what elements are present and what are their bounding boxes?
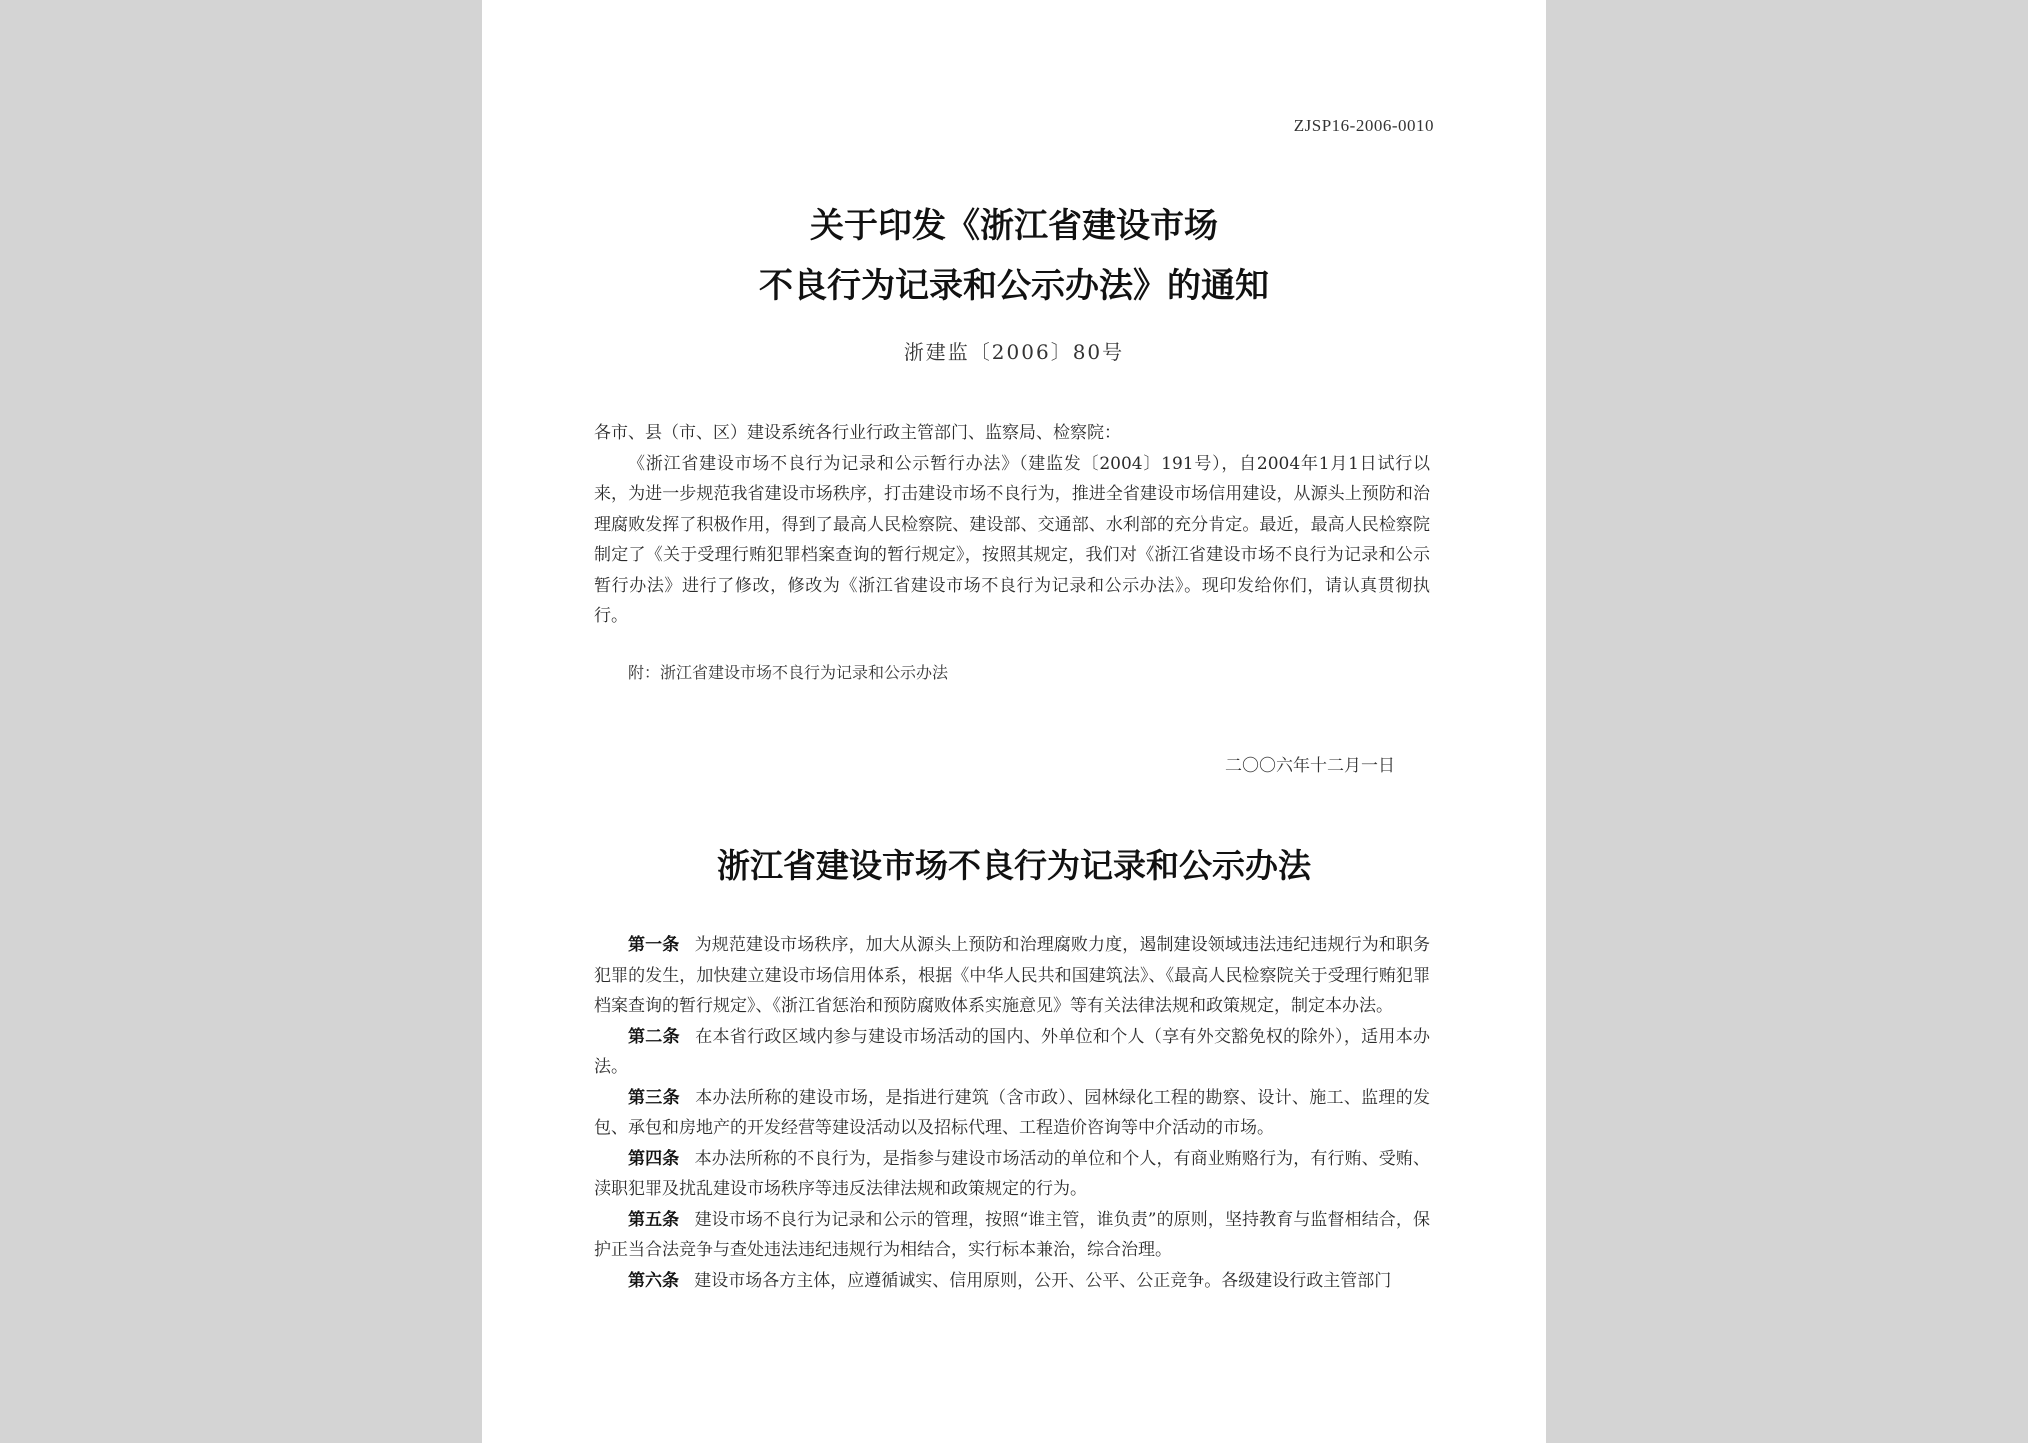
article-text: 本办法所称的建设市场，是指进行建筑（含市政）、园林绿化工程的勘察、设计、施工、监理的发包、承包和房地产的开发经营等建设活动以及招标代理、工程造价咨询等中介活动的市场。 xyxy=(594,1087,1431,1138)
article xyxy=(594,1205,1430,1266)
article-number: 第一条 xyxy=(628,935,680,955)
article xyxy=(594,1144,1430,1205)
article-text: 在本省行政区域内参与建设市场活动的国内、外单位和个人（享有外交豁免权的除外），适用本办法。 xyxy=(594,1026,1431,1077)
article-text: 建设市场各方主体，应遵循诚实、信用原则，公开、公平、公正竞争。各级建设行政主管部门 xyxy=(694,1270,1392,1291)
notice-title xyxy=(482,196,1546,316)
article xyxy=(594,1266,1430,1297)
article-number: 第五条 xyxy=(628,1209,680,1230)
article-number: 第三条 xyxy=(628,1087,680,1108)
article-text: 建设市场不良行为记录和公示的管理，按照“谁主管，谁负责”的原则，坚持教育与监督相结合，保护正当合法竞争与查处违法违纪违规行为相结合，实行标本兼治，综合治理。 xyxy=(594,1209,1430,1260)
article xyxy=(594,1083,1430,1144)
rules-title: 浙江省建设市场不良行为记录和公示办法 xyxy=(717,846,1311,885)
document-page xyxy=(482,0,1546,1443)
notice-paragraph: 《浙江省建设市场不良行为记录和公示暂行办法》（建监发〔2004〕191号），自2004年1月1日试行以来，为进一步规范我省建设市场秩序，打击建设市场不良行为，推进全省建设市场信用建设，从源头上预防和治理腐败发挥了积极作用，得到了最高人民检察院、建设部、交通部、水利部的充分肯定。最近，最高人民检察院制定了《关于受理行贿犯罪档案查询的暂行规定》，按照其规定，我们对《浙江省建设市场不良行为记录和公示暂行办法》进行了修改，修改为《浙江省建设市场不良行为记录和公示办法》。现印发给你们，请认真贯彻执行。 xyxy=(594,453,1430,626)
article-text: 为规范建设市场秩序，加大从源头上预防和治理腐败力度，遏制建设领域违法违纪违规行为和职务犯罪的发生，加快建立建设市场信用体系，根据《中华人民共和国建筑法》、《最高人民检察院关于受理行贿犯罪档案查询的暂行规定》、《浙江省惩治和预防腐败体系实施意见》等有关法律法规和政策规定，制定本办法。 xyxy=(594,935,1431,1016)
attachment-note: 附：浙江省建设市场不良行为记录和公示办法 xyxy=(628,663,949,682)
article-text: 本办法所称的不良行为，是指参与建设市场活动的单位和个人，有商业贿赂行为，有行贿、受贿、渎职犯罪及扰乱建设市场秩序等违反法律法规和政策规定的行为。 xyxy=(594,1148,1431,1199)
issue-date: 二〇〇六年十二月一日 xyxy=(1225,756,1395,776)
document-code: ZJSP16-2006-0010 xyxy=(1293,116,1434,135)
articles-list xyxy=(594,930,1430,1296)
article xyxy=(594,930,1430,1022)
salutation: 各市、县（市、区）建设系统各行业行政主管部门、监察局、检察院： xyxy=(594,423,1121,443)
document-number: 浙建监〔2006〕80号 xyxy=(903,340,1125,364)
article-number: 第二条 xyxy=(628,1026,680,1047)
article-number: 第六条 xyxy=(628,1270,679,1291)
article xyxy=(594,1022,1430,1083)
notice-body xyxy=(594,418,1430,632)
notice-title-line: 不良行为记录和公示办法》的通知 xyxy=(759,266,1269,306)
article-number: 第四条 xyxy=(628,1148,680,1169)
notice-title-line: 关于印发《浙江省建设市场 xyxy=(810,206,1218,246)
